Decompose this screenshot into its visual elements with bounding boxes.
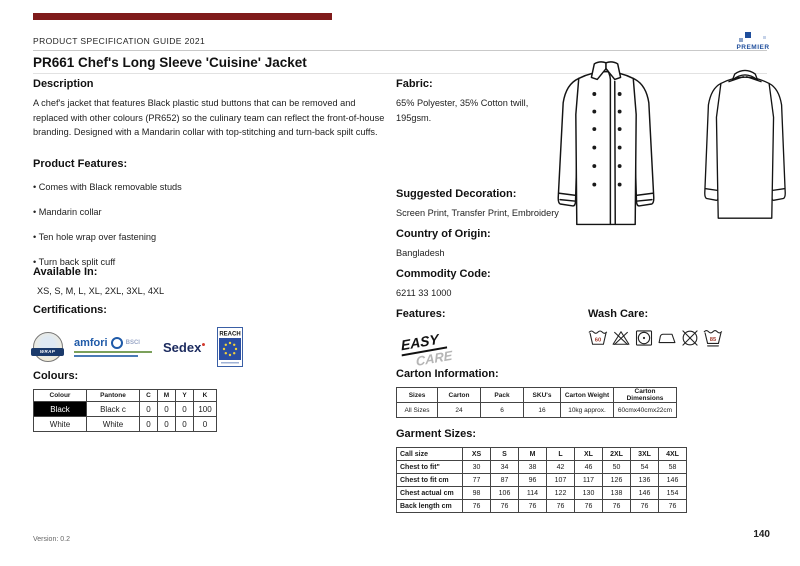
- size-row-label: Call size: [397, 448, 463, 461]
- size-row-label: Chest to fit cm: [397, 474, 463, 487]
- wrap-banner: WRAP: [31, 348, 64, 356]
- colours-section: [33, 370, 391, 432]
- wash-care-heading: Wash Care:: [588, 308, 649, 320]
- product-features-section: [33, 158, 391, 282]
- country-of-origin-text: Bangladesh: [396, 248, 445, 258]
- wash-85-icon: [703, 327, 723, 349]
- size-cell: 107: [547, 474, 575, 487]
- amfori-bsci-logo: [74, 337, 152, 357]
- sedex-wordmark: Sedex: [163, 339, 202, 355]
- size-cell: 122: [547, 487, 575, 500]
- size-cell: 3XL: [631, 448, 659, 461]
- size-cell: 76: [491, 500, 519, 513]
- size-cell: 4XL: [659, 448, 687, 461]
- size-cell: 34: [491, 461, 519, 474]
- cmyk-cell: 0: [140, 402, 158, 417]
- size-cell: 87: [491, 474, 519, 487]
- cmyk-cell: 100: [194, 402, 217, 417]
- size-cell: 146: [659, 474, 687, 487]
- table-row: [34, 402, 217, 417]
- description-heading: Description: [33, 78, 94, 90]
- size-cell: 130: [575, 487, 603, 500]
- guide-kicker: PRODUCT SPECIFICATION GUIDE 2021: [33, 36, 206, 46]
- size-cell: 76: [631, 500, 659, 513]
- size-cell: 114: [519, 487, 547, 500]
- size-cell: 76: [547, 500, 575, 513]
- commodity-code-text: 6211 33 1000: [396, 288, 452, 298]
- table-row: [397, 403, 677, 418]
- size-cell: S: [491, 448, 519, 461]
- features-heading: Features:: [396, 308, 446, 320]
- pantone-cell: White: [87, 417, 140, 432]
- table-row: [397, 500, 687, 513]
- carton-cell: All Sizes: [397, 403, 438, 418]
- amfori-wordmark: amfori: [74, 337, 108, 349]
- amfori-ring-icon: [111, 337, 123, 349]
- carton-table: [396, 387, 677, 418]
- fabric-heading: Fabric:: [396, 78, 433, 90]
- carton-information-heading: Carton Information:: [396, 368, 499, 380]
- features-section: [396, 308, 516, 370]
- size-cell: 77: [463, 474, 491, 487]
- size-cell: 76: [659, 500, 687, 513]
- carton-cell: 60cmx40cmx22cm: [614, 403, 677, 418]
- commodity-code-section: [396, 268, 596, 301]
- cmyk-cell: 0: [176, 402, 194, 417]
- tumble-dry-icon: [634, 327, 654, 349]
- size-cell: 42: [547, 461, 575, 474]
- fabric-section: [396, 78, 546, 125]
- logo-square-icon: [763, 36, 766, 39]
- cmyk-cell: 0: [176, 417, 194, 432]
- col-header: Pack: [481, 388, 524, 403]
- size-cell: 154: [659, 487, 687, 500]
- garment-sizes-heading: Garment Sizes:: [396, 428, 477, 440]
- product-features-list: [33, 182, 391, 267]
- header-rule: [33, 50, 767, 51]
- logo-square-icon: [745, 32, 751, 38]
- col-header: Y: [176, 390, 194, 402]
- commodity-code-heading: Commodity Code:: [396, 268, 491, 280]
- amfori-tagline-bar: [74, 351, 152, 353]
- carton-cell: 24: [438, 403, 481, 418]
- available-sizes: XS, S, M, L, XL, 2XL, 3XL, 4XL: [37, 286, 165, 296]
- col-header: SKU's: [524, 388, 561, 403]
- svg-text:85: 85: [709, 336, 717, 343]
- size-cell: XL: [575, 448, 603, 461]
- description-text: A chef's jacket that features Black plastic stud buttons that can be removed and replaced with other colours (PR652) so the culinary team can reflect the front-of-house branding. Designed with a Mandarin collar with top-stitching and turn-back spilt cuffs.: [33, 98, 385, 138]
- size-cell: 146: [631, 487, 659, 500]
- table-row: [397, 461, 687, 474]
- country-of-origin-heading: Country of Origin:: [396, 228, 491, 240]
- size-cell: 30: [463, 461, 491, 474]
- feature-item: • Ten hole wrap over fastening: [33, 232, 391, 242]
- col-header: Pantone: [87, 390, 140, 402]
- amfori-tagline-bar: [74, 355, 138, 357]
- table-row: [397, 487, 687, 500]
- carton-cell: 10kg approx.: [561, 403, 614, 418]
- size-cell: 2XL: [603, 448, 631, 461]
- wrap-logo-icon: [33, 332, 63, 362]
- col-header: K: [194, 390, 217, 402]
- size-cell: 54: [631, 461, 659, 474]
- do-not-bleach-icon: [611, 327, 631, 349]
- suggested-decoration-text: Screen Print, Transfer Print, Embroidery: [396, 208, 559, 218]
- feature-item: • Comes with Black removable studs: [33, 182, 391, 192]
- cmyk-cell: 0: [158, 417, 176, 432]
- svg-text:60: 60: [594, 337, 602, 344]
- suggested-decoration-section: [396, 188, 636, 221]
- wash-care-icons: [588, 327, 768, 349]
- size-cell: 117: [575, 474, 603, 487]
- amfori-bsci-label: BSCI: [125, 340, 140, 346]
- pantone-cell: Black c: [87, 402, 140, 417]
- product-features-heading: Product Features:: [33, 158, 128, 170]
- easy-care-line1: EASY: [400, 329, 447, 356]
- size-cell: 136: [631, 474, 659, 487]
- table-row: [34, 417, 217, 432]
- size-cell: 96: [519, 474, 547, 487]
- accent-bar: [33, 13, 332, 20]
- size-cell: 50: [603, 461, 631, 474]
- suggested-decoration-heading: Suggested Decoration:: [396, 188, 517, 200]
- easy-care-line2: CARE: [415, 347, 453, 370]
- size-cell: 46: [575, 461, 603, 474]
- col-header: Colour: [34, 390, 87, 402]
- wash-care-section: [588, 308, 768, 349]
- available-in-section: [33, 266, 391, 296]
- size-cell: 138: [603, 487, 631, 500]
- table-row: [397, 448, 687, 461]
- reach-label: REACH: [218, 331, 241, 338]
- col-header: Sizes: [397, 388, 438, 403]
- size-row-label: Back length cm: [397, 500, 463, 513]
- iron-icon: [657, 327, 677, 349]
- size-cell: XS: [463, 448, 491, 461]
- col-header: Carton Dimensions: [614, 388, 677, 403]
- carton-cell: 6: [481, 403, 524, 418]
- certification-logos: [33, 325, 391, 369]
- size-cell: M: [519, 448, 547, 461]
- size-cell: 38: [519, 461, 547, 474]
- feature-item: • Turn back split cuff: [33, 257, 391, 267]
- description-section: [33, 78, 391, 140]
- size-cell: 58: [659, 461, 687, 474]
- col-header: M: [158, 390, 176, 402]
- certifications-section: [33, 304, 391, 369]
- colours-table: [33, 389, 217, 432]
- garment-sizes-table: [396, 447, 687, 513]
- size-cell: 76: [575, 500, 603, 513]
- size-cell: 76: [603, 500, 631, 513]
- page-number: 140: [753, 529, 770, 540]
- cmyk-cell: 0: [158, 402, 176, 417]
- col-header: Carton: [438, 388, 481, 403]
- brand-name: PREMIER: [736, 44, 770, 51]
- cmyk-cell: 0: [140, 417, 158, 432]
- do-not-dry-clean-icon: [680, 327, 700, 349]
- sedex-registered-icon: ●: [201, 341, 206, 349]
- page-title: PR661 Chef's Long Sleeve 'Cuisine' Jacket: [33, 55, 307, 70]
- feature-item: • Mandarin collar: [33, 207, 391, 217]
- jacket-back-illustration-icon: [687, 54, 800, 244]
- colours-heading: Colours:: [33, 370, 79, 382]
- reach-logo-icon: [217, 327, 243, 367]
- sedex-logo: [163, 340, 206, 355]
- available-in-heading: Available In:: [33, 266, 98, 278]
- colour-swatch-cell: Black: [34, 402, 87, 417]
- size-cell: L: [547, 448, 575, 461]
- carton-cell: 16: [524, 403, 561, 418]
- fabric-text: 65% Polyester, 35% Cotton twill, 195gsm.: [396, 98, 529, 123]
- cmyk-cell: 0: [194, 417, 217, 432]
- col-header: C: [140, 390, 158, 402]
- size-cell: 76: [463, 500, 491, 513]
- size-cell: 126: [603, 474, 631, 487]
- size-cell: 76: [519, 500, 547, 513]
- size-cell: 98: [463, 487, 491, 500]
- carton-information-section: [396, 368, 677, 418]
- size-cell: 106: [491, 487, 519, 500]
- logo-square-icon: [739, 38, 743, 42]
- version-label: Version: 0.2: [33, 536, 70, 543]
- size-row-label: Chest to fit": [397, 461, 463, 474]
- colour-swatch-cell: White: [34, 417, 87, 432]
- certifications-heading: Certifications:: [33, 304, 107, 316]
- size-row-label: Chest actual cm: [397, 487, 463, 500]
- country-of-origin-section: [396, 228, 596, 261]
- col-header: Carton Weight: [561, 388, 614, 403]
- garment-sizes-section: [396, 428, 687, 513]
- wash-60-icon: [588, 327, 608, 349]
- easy-care-logo: [400, 327, 465, 371]
- table-row: [397, 474, 687, 487]
